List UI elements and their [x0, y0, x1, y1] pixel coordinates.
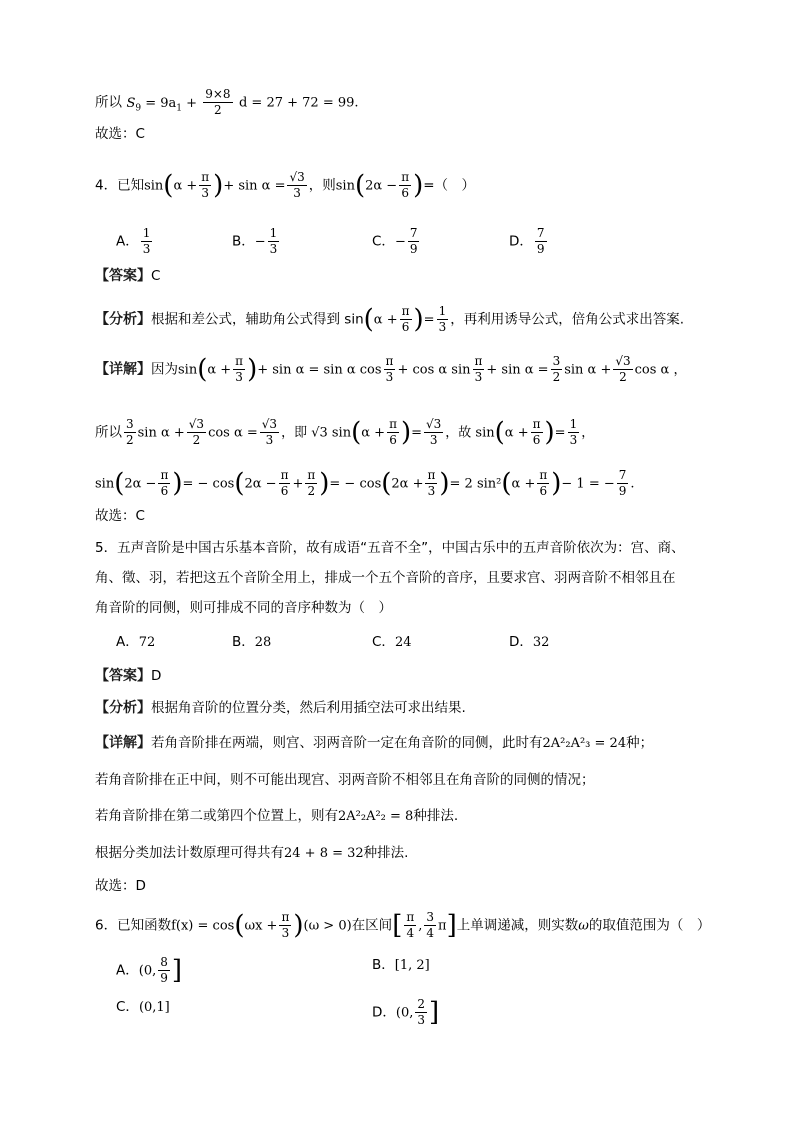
- detail-line-2: 若角音阶排在正中间，则不可能出现宫、羽两音阶不相邻且在角音阶的同侧的情况；: [95, 772, 595, 788]
- detail-line-3: 若角音阶排在第二或第四个位置上，则有2A²₂A²₂ = 8种排法.: [95, 808, 459, 824]
- text: ，则: [308, 177, 336, 194]
- math: $S_9 = 9a_1$ +: [126, 95, 202, 114]
- math: sin: [335, 178, 355, 194]
- question-6: 6．已知函数f(x) = cos(ωx + $\frac{\pi}{3}$ )(ω > 0)在区间[ $\frac{\pi}{4}$ , $\frac{3}{4}$ π]上单调递减，则实数ω的取值范围为（ ）: [95, 910, 711, 941]
- detail-line-4: 根据分类加法计数原理可得共有24 + 8 = 32种排法.: [95, 845, 409, 861]
- option-b[interactable]: B．− $\frac{1}{3}$: [232, 226, 278, 256]
- option-d[interactable]: D．(0, $\frac{2}{3}$ ]: [372, 997, 440, 1028]
- detail-line-1: 【详解】若角音阶排在两端，则宫、羽两音阶一定在角音阶的同侧，此时有2A²₂A²₃ = 24种；: [95, 735, 654, 751]
- option-c[interactable]: C．(0,1]: [116, 999, 170, 1015]
- text: =（ ）: [423, 177, 476, 194]
- fraction: $\frac{\pi}{3}$: [201, 170, 210, 200]
- option-b[interactable]: B．28: [232, 634, 272, 650]
- q4-pick: 故选：C: [95, 508, 145, 524]
- detail-line-1: 【详解】因为sin(α + $\frac{\pi}{3}$ )+ sin α = sin α cos $\frac{\pi}{3}$ + cos α sin $\frac{\pi}{3}$ + sin α = $\frac{3}{2}$ sin α + $\frac{√3}{2}$ cos α ，: [95, 354, 687, 385]
- question-4: [95, 170, 475, 201]
- answer-line: 【答案】C: [95, 268, 161, 284]
- question-number: 4．已知: [95, 177, 145, 194]
- fraction: $\frac{9\times 8}{2}$: [205, 87, 231, 117]
- option-a[interactable]: A． $\frac{1}{3}$: [116, 226, 151, 256]
- option-a[interactable]: A．(0, $\frac{8}{9}$ ]: [116, 955, 183, 986]
- answer-choice-line: 故选：C: [95, 126, 145, 142]
- option-c[interactable]: C．− $\frac{7}{9}$: [372, 226, 418, 256]
- analysis-line: 【分析】根据和差公式，辅助角公式得到 sin(α + $\frac{\pi}{6}$ )= $\frac{1}{3}$ ，再利用诱导公式，倍角公式求出答案.: [95, 304, 684, 335]
- q5-line-2: 角、徵、羽，若把这五个音阶全用上，排成一个五个音阶的音序，且要求宫、羽两音阶不相邻且在: [95, 570, 676, 586]
- analysis-line: 【分析】根据角音阶的位置分类，然后利用插空法可求出结果.: [95, 700, 466, 716]
- option-d[interactable]: D．32: [509, 634, 550, 650]
- paren: (: [163, 170, 174, 201]
- detail-line-2: 所以 $\frac{3}{2}$ sin α + $\frac{√3}{2}$ cos α = $\frac{√3}{3}$ ，即 √3 sin(α + $\frac{\pi}{6}$ )= $\frac{√3}{3}$ ，故 sin(α + $\frac{\pi}{6}$ )= $\frac{1}{3}$ ，: [95, 417, 595, 448]
- q5-pick: 故选：D: [95, 878, 146, 894]
- option-a[interactable]: A．72: [116, 634, 156, 650]
- answer-line: 【答案】D: [95, 668, 162, 684]
- paren: (: [354, 170, 366, 201]
- detail-line-3: sin(2α − $\frac{\pi}{6}$ )= − cos(2α − $\frac{\pi}{6}$ + $\frac{\pi}{2}$ )= − cos(2α + $\frac{\pi}{3}$ )= 2 sin²(α + $\frac{\pi}{6}$ )− 1 = − $\frac{7}{9}$ .: [95, 468, 635, 499]
- fraction: $\frac{\pi}{6}$: [401, 170, 410, 200]
- q5-line-1: 5．五声音阶是中国古乐基本音阶，故有成语“五音不全”，中国古乐中的五声音阶依次为：宫、商、: [95, 540, 685, 556]
- math: d = 27 + 72 = 99.: [238, 95, 359, 111]
- text: 所以: [95, 94, 122, 111]
- math: 2α −: [365, 178, 398, 194]
- math: α +: [173, 178, 198, 194]
- math: sin: [144, 178, 164, 194]
- math: + sin α =: [223, 178, 286, 194]
- option-d[interactable]: D． $\frac{7}{9}$: [509, 226, 545, 256]
- paren: ): [213, 170, 224, 201]
- q5-line-3: 角音阶的同侧，则可排成不同的音序种数为（ ）: [95, 600, 392, 616]
- sum-line: [95, 87, 359, 118]
- paren: ): [413, 170, 424, 201]
- fraction: $\frac{√3}{3}$: [289, 170, 305, 200]
- option-c[interactable]: C．24: [372, 634, 412, 650]
- option-b[interactable]: B．[1, 2]: [372, 957, 430, 973]
